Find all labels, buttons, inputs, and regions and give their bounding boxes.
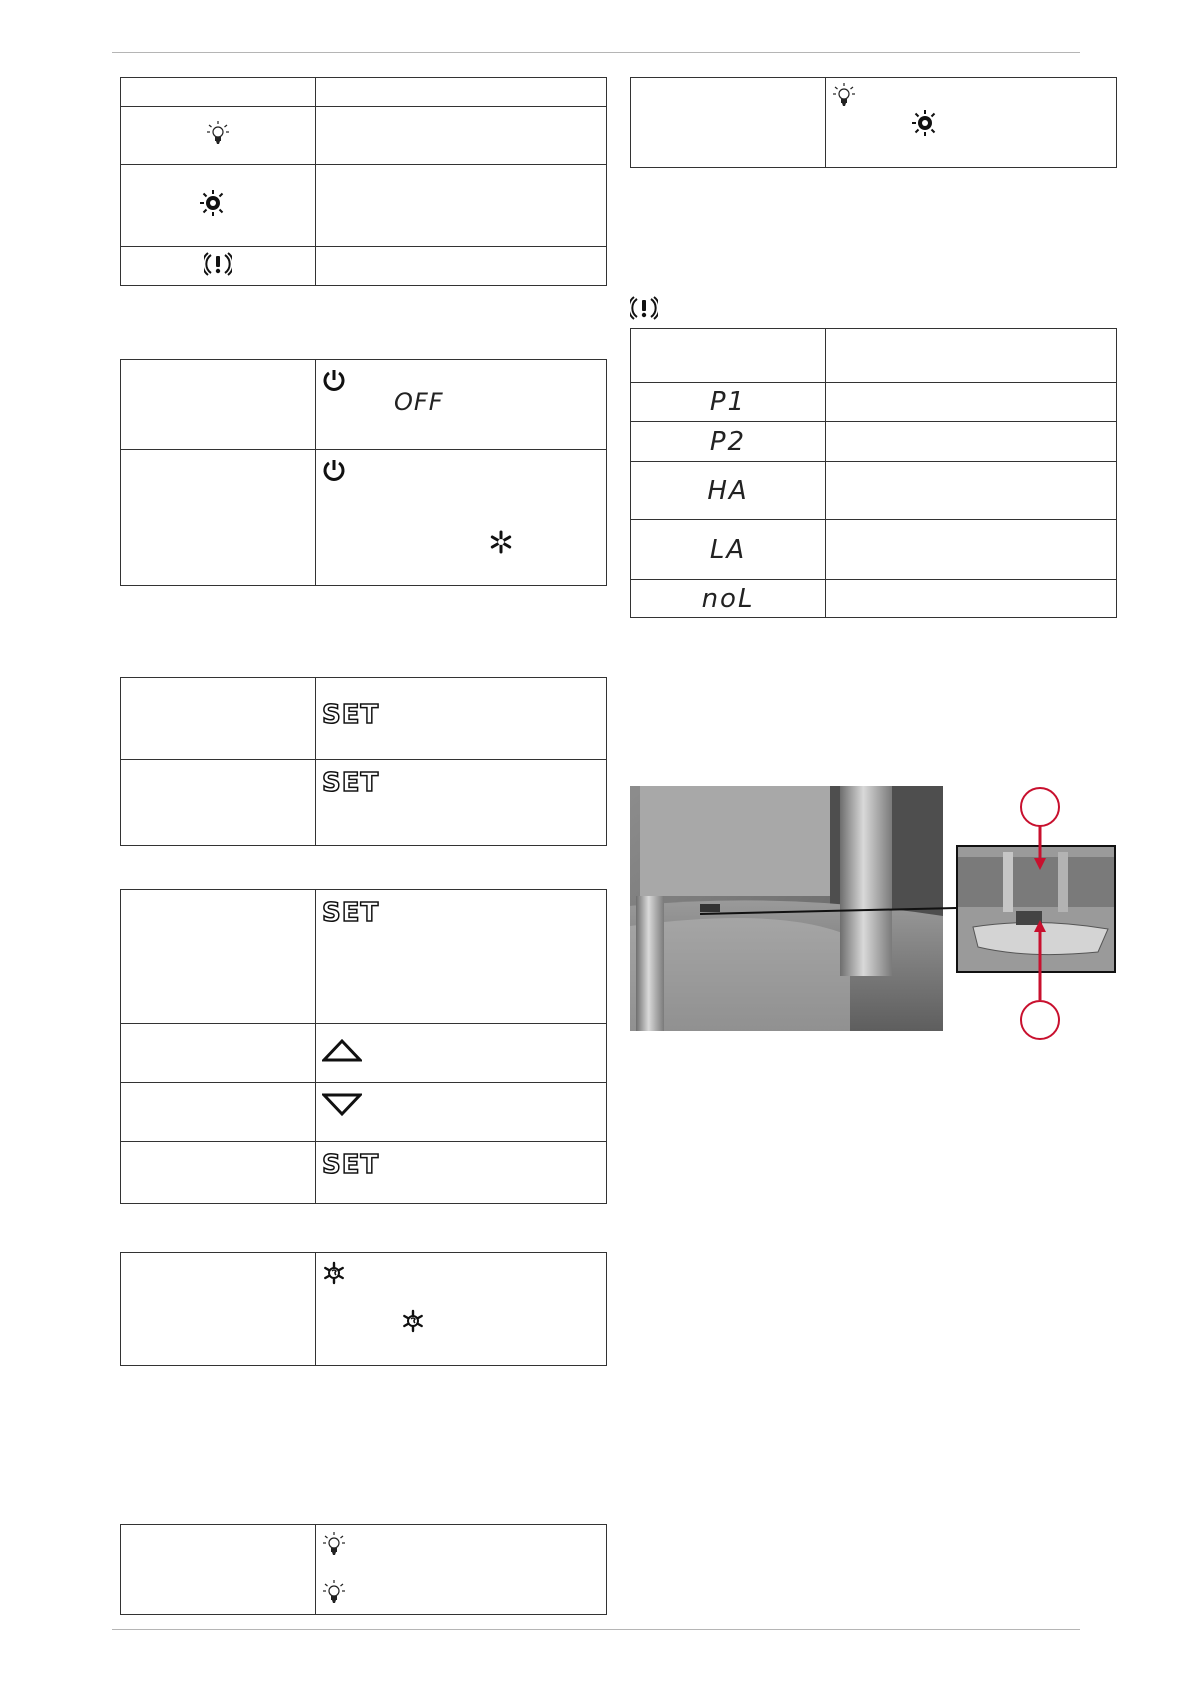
- table-row: [631, 78, 1117, 168]
- power-icon: [322, 458, 346, 482]
- table-row: [121, 165, 607, 247]
- callout-arrow-top: [1030, 826, 1050, 872]
- table-row: [121, 678, 607, 760]
- table-row: [121, 760, 607, 846]
- table-row: [121, 890, 607, 1024]
- light-bulb-icon: [322, 1579, 346, 1605]
- table-row: [631, 580, 1117, 618]
- defrost-icon: [322, 1261, 346, 1285]
- table-row: [631, 520, 1117, 580]
- arrow-down-icon: [322, 1093, 362, 1117]
- table-row: [121, 78, 607, 107]
- callout-marker-top: [1020, 787, 1060, 827]
- alarm-code: HA: [707, 475, 749, 506]
- light-bulb-icon: [832, 82, 856, 108]
- alarm-code: P1: [709, 387, 747, 417]
- power-icon: [322, 368, 346, 392]
- callout-marker-bottom: [1020, 1000, 1060, 1040]
- arrow-up-icon: [322, 1038, 362, 1062]
- defrost-icon: [401, 1309, 425, 1333]
- table-row: [121, 107, 607, 165]
- table-row: [631, 422, 1117, 462]
- alarm-code: P2: [709, 426, 747, 457]
- table-row: [121, 1083, 607, 1142]
- table-row: [121, 1253, 607, 1366]
- table-row: [631, 383, 1117, 422]
- header-rule: [112, 52, 1080, 53]
- callout-arrow-bottom: [1030, 920, 1050, 1000]
- set-button-icon: SET: [322, 1150, 380, 1180]
- alarm-exclamation-icon: [204, 252, 232, 276]
- footer-rule: [112, 1629, 1080, 1630]
- table-row: [121, 450, 607, 586]
- table-row: [121, 247, 607, 286]
- light-daynight-table: [630, 77, 1117, 168]
- set-button-icon: SET: [322, 898, 380, 928]
- table-row: [121, 1142, 607, 1204]
- alarm-code: noL: [701, 583, 755, 614]
- setpoint-table: [120, 889, 607, 1204]
- power-table: [120, 359, 607, 586]
- display-off-text: OFF: [394, 388, 444, 416]
- table-row: [121, 1024, 607, 1083]
- snowflake-icon: [489, 530, 513, 554]
- icon-legend-table: [120, 77, 607, 286]
- alarm-exclamation-icon: [630, 296, 658, 320]
- callout-leader-line: [700, 900, 960, 920]
- alarm-code: LA: [709, 534, 747, 565]
- set-button-icon: SET: [322, 768, 380, 798]
- set-table: [120, 677, 607, 846]
- light-bulb-icon: [322, 1531, 346, 1557]
- alarm-codes-table: [630, 328, 1117, 618]
- sun-moon-icon: [911, 108, 949, 138]
- sun-moon-icon: [199, 188, 237, 218]
- table-row: [121, 1525, 607, 1615]
- table-row: [631, 329, 1117, 383]
- light-bulb-icon: [206, 120, 230, 146]
- defrost-table: [120, 1252, 607, 1366]
- table-row: [631, 462, 1117, 520]
- light-table: [120, 1524, 607, 1615]
- table-row: [121, 360, 607, 450]
- set-button-icon: SET: [322, 700, 380, 730]
